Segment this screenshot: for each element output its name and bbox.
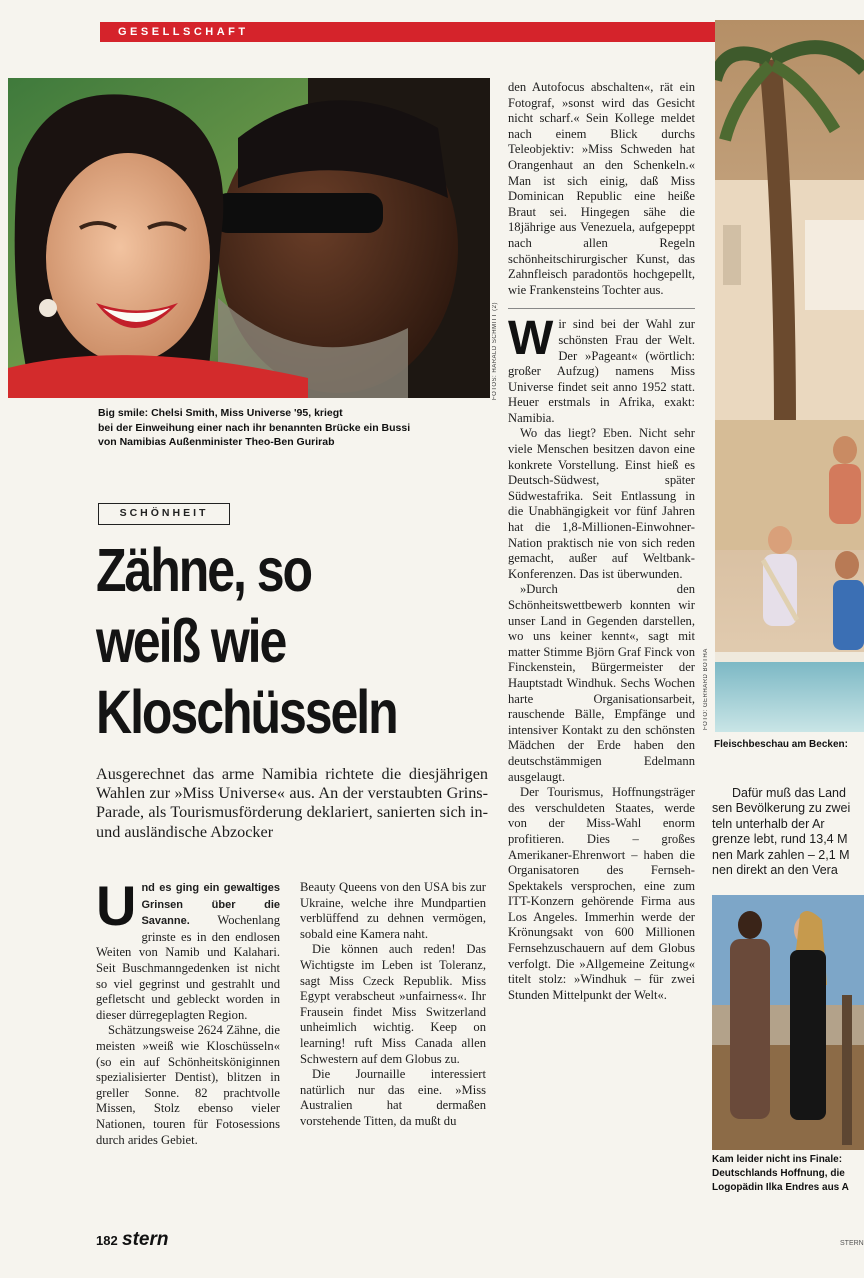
stern-logo: stern: [122, 1229, 169, 1250]
right-photo-caption-2: Kam leider nicht ins Finale: Deutschlands Hoffnung, die Logopädin Ilka Endres aus A: [712, 1154, 849, 1193]
right-page-footer: STERN: [840, 1240, 864, 1247]
article-column-1: U nd es ging ein gewaltiges Grinsen über die Savanne. Wochenlang grinste es in den endlosen Weiten von Namib und Kalahari. Seit Buschmanngedenken ist nicht so viel gegrinst und gestrahlt und gefletscht und gebleckt worden in dieser dürregeplagten Region. Schätzungsweise 2624 Zähne, die meisten »weiß wie Kloschüsseln« (so ein auf Schönheitsköniginnen spezialisierter Dentist), blitzen in greller Sonne. 82 prachtvolle Missen, Stolz ebenso vieler Nationen, touren für Fotosessions durch arides Gebiet.: [96, 874, 280, 1147]
right-page-text: Dafür muß das Land sen Bevölkerung zu zwei teln unterhalb der Ar grenze lebt, rund 13,4 M nen Mark zahlen – 2,1 M nen direkt an den Vera: [712, 786, 851, 878]
top-photo: [8, 78, 490, 398]
article-kicker: SCHÖNHEIT: [98, 503, 230, 525]
article-opener: nd es ging ein gewaltiges Grinsen über die Savanne.: [141, 882, 280, 928]
right-photo-bottom: [712, 895, 864, 1150]
dropcap-w: W: [508, 312, 554, 366]
article-headline: Zähne, so weiß wie Kloschüsseln: [96, 536, 397, 746]
dropcap-u: U: [96, 874, 137, 937]
article-lead: Ausgerechnet das arme Namibia richtete die diesjährigen Wahlen zur »Miss Universe« aus. An der verstaubten Grins-Parade, als Tourismusförderung deklariert, sanierten sich in- und ausländische Abzocker: [96, 765, 488, 841]
top-photo-caption: Big smile: Chelsi Smith, Miss Universe '95, kriegt bei der Einweihung einer nach ihr benannten Brücke ein Bussi von Namibias Außenminister Theo-Ben Gurirab: [98, 407, 411, 448]
article-column-2: Beauty Queens von den USA bis zur Ukraine, welche ihre Mundpartien verblüffend zu dehnen vermögen, sobald eine Kamera naht. Die können auch reden! Das Wichtigste im Leben ist Toleranz, sagt Miss Czeck Republik. Miss Egypt verabscheut »unfairness«. Ihr Frausein findet Miss Switzerland unheimlich wichtig. Keep on learning! ruft Miss Canada allen Schwestern auf dem Globus zu. Die Journaille interessiert natürlich nur das eine. »Miss Australien hat dermaßen vorstehende Titten, da mußt du: [300, 880, 486, 1128]
article-column-3: den Autofocus abschalten«, rät ein Fotograf, »sonst wird das Gesicht nicht scharf.« Sein Kollege meldet nach einem Blick durchs Teleobjektiv: »Miss Schweden hat Orangenhaut an den Schenkeln.« Man ist sich einig, daß Miss Dominican Republic eine heiße Braut sei. Hingegen sähe die 18jährige aus Venezuela, aufgepeppt nach allen Regeln schönheitschirurgischer Kunst, das Zahnfleisch paradontös hochgepellt, wie Frankensteins Tochter aus. W ir sind bei der Wahl zur schönsten Frau der Welt. Der »Pageant« (wörtlich: großer Aufzug) namens Miss Universe findet seit anno 1952 statt. Heuer erstmals in Afrika, exakt: Namibia. Wo das liegt? Eben. Nicht sehr viele Menschen besitzen davon eine konkrete Vorstellung. Einst hieß es Deutsch-Südwest, später Südwestafrika. Seit Entlassung in die Unabhängigkeit vor fünf Jahren hat die 1,8-Millionen-Einwohner-Nation praktisch nie von sich reden gemacht, außer auf Weltbank-Konferenzen. Das ist überwunden. »Durch den Schönheitswettbewerb konnten wir unser Land in Gegenden darstellen, wo uns keiner kennt«, sagt mit matter Stimme Björn Graf Finck von Finckenstein, Bürgermeister der Hauptstadt Windhuk. Sechs Wochen harte Organisationsarbeit, rauschende Bälle, Empfänge und intensiver Kontakt zu den schönsten Mädchen der Erde haben den deutschstämmigen Edelmann ausgelaugt. Der Tourismus, Hoffnungsträger des verschuldeten Staates, werde von der Miss-Wahl enorm profitieren. Dies – großes Amerikaner-Ehrenwort – haben die Organisatoren des Fernseh-Spektakels versprochen, eine zum ITT-Konzern gehörende Firma aus Los Angeles. Immerhin werde der Krönungsakt von 600 Millionen Fernsehzuschauern auf dem Globus verfolgt. Die »Allgemeine Zeitung« titelt stolz: »Windhuk – für zwei Stunden Mittelpunkt der Welt«.: [508, 80, 695, 1002]
right-photo-caption-1: Fleischbeschau am Becken:: [714, 739, 848, 750]
right-page-photo: [715, 20, 864, 732]
section-label: GESELLSCHAFT: [100, 22, 718, 42]
page-number: 182: [96, 1233, 118, 1248]
right-photo-credit: FOTO: GERHARD BOTHA: [703, 648, 709, 730]
top-photo-credit: FOTOS: HARALD SCHMITT (2): [492, 302, 498, 400]
